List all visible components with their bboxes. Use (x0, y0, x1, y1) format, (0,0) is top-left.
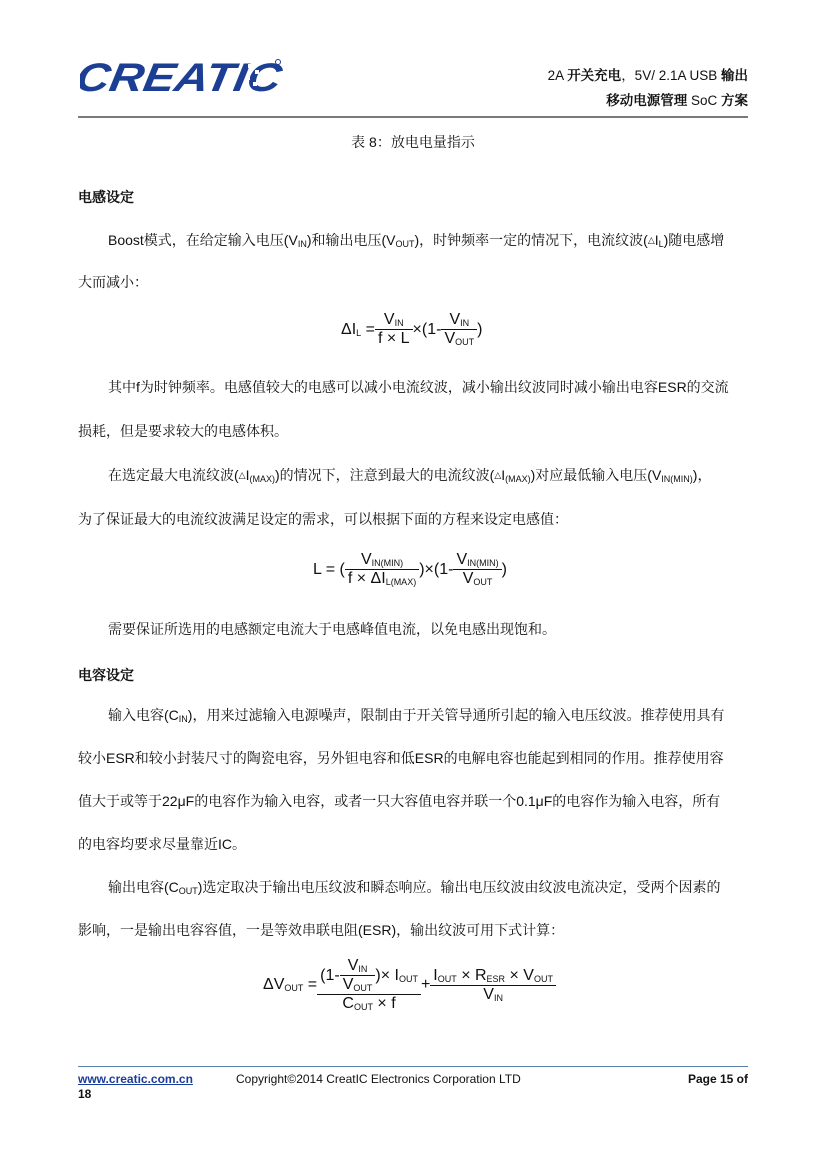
header-text: ，5V/ 2.1A USB (621, 68, 721, 83)
math-text: V (342, 976, 354, 993)
section-title-inductor: 电感设定 (78, 189, 134, 205)
subscript: IN (178, 714, 188, 724)
subscript: L (356, 327, 362, 338)
inductor-paragraph-1-line-1 (78, 233, 778, 247)
inductor-paragraph-4: 需要保证所选用的电感额定电流大于电感峰值电流，以免电感出现饱和。 (108, 621, 556, 637)
text: I (501, 467, 506, 483)
delta-symbol: △ (647, 235, 655, 245)
math-text: (1- (320, 966, 340, 984)
subscript: IN (358, 964, 368, 974)
math-text: V (456, 551, 468, 568)
subscript: OUT (473, 577, 493, 587)
logo-text: CREATIC (80, 56, 255, 98)
subscript: L(MAX) (385, 577, 417, 587)
fraction (453, 551, 501, 588)
math-text: )× I (375, 966, 399, 984)
math-text: = (303, 976, 318, 993)
math-text: V (449, 311, 461, 328)
capacitor-paragraph-2-line-2: 影响，一是输出电容容值，一是等效串联电阻(ESR)，输出纹波可用下式计算： (78, 922, 565, 938)
formula-inductance (313, 551, 507, 588)
subscript: OUT (437, 973, 457, 984)
capacitor-paragraph-1-line-2: 较小ESR和较小封装尺寸的陶瓷电容，另外钽电容和低ESR的电解电容也能起到相同的作用。推荐使用容 (78, 750, 724, 766)
fraction (441, 311, 477, 348)
fraction (375, 311, 413, 348)
math-text: L = ( (313, 560, 345, 578)
math-text: × R (456, 966, 487, 984)
subscript: OUT (395, 239, 415, 249)
text: )，时钟频率一定的情况下，电流纹波( (414, 232, 648, 248)
subscript: IN (493, 992, 503, 1003)
subscript: IN (460, 318, 470, 328)
subscript: (MAX) (505, 474, 531, 484)
subscript: OUT (353, 1002, 373, 1012)
math-text: V (383, 311, 395, 328)
math-text: × f (372, 995, 396, 1012)
subscript: IN(MIN) (371, 558, 404, 568)
capacitor-paragraph-1-line-3: 值大于或等于22μF的电容作为输入电容，或者一只大容值电容并联一个0.1μF的电容作为输入电容，所有 (78, 793, 721, 809)
math-text: × V (505, 966, 534, 984)
math-text: f × ΔI (347, 570, 386, 587)
math-text: ) (477, 320, 483, 338)
math-text: V (444, 330, 456, 347)
capacitor-paragraph-1-line-4: 的电容均要求尽量靠近IC。 (78, 836, 246, 852)
page-number-label: Page 15 of (687, 1072, 748, 1086)
header-text-bold: 开关充电 (567, 68, 622, 83)
text: )和输出电压(V (306, 232, 396, 248)
capacitor-paragraph-1-line-1 (78, 708, 778, 722)
math-text: V (347, 957, 359, 974)
text: I (654, 232, 659, 248)
section-title-capacitor: 电容设定 (78, 667, 134, 683)
math-text: = (361, 320, 375, 338)
subscript: OUT (353, 983, 373, 993)
subscript: (MAX) (249, 474, 275, 484)
fraction (317, 957, 421, 1013)
math-text: I (433, 966, 438, 984)
text: )，用来过滤输入电源噪声，限制由于开关管导通所引起的输入电压纹波。推荐使用具有 (187, 707, 725, 723)
logo-graphic (80, 56, 290, 98)
header-text: SoC (687, 93, 721, 108)
subscript: OUT (178, 886, 198, 896)
page-total: 18 (78, 1087, 92, 1101)
subscript: L (658, 239, 664, 249)
math-text: C (342, 995, 354, 1012)
subscript: IN(MIN) (467, 558, 499, 568)
fraction (345, 551, 419, 588)
delta-symbol: △ (494, 470, 502, 480)
subscript: IN (297, 239, 307, 249)
subscript: IN(MIN) (661, 474, 693, 484)
table-caption: 表 8：放电电量指示 (351, 134, 475, 150)
header-text: 2A (547, 68, 568, 83)
inductor-paragraph-3-line-2: 为了保证最大的电流纹波满足设定的需求，可以根据下面的方程来设定电感值： (78, 511, 568, 527)
formula-delta-il (341, 311, 482, 348)
math-text: V (462, 570, 474, 587)
math-text: ΔV (263, 976, 285, 993)
subscript: ESR (486, 973, 506, 984)
formula-delta-vout (263, 957, 556, 1013)
text: I (245, 467, 250, 483)
delta-symbol: △ (238, 470, 246, 480)
header-title-line2 (606, 89, 748, 109)
text: )的情况下，注意到最大的电流纹波( (274, 467, 495, 483)
inductor-paragraph-1-line-2: 大而减小： (78, 274, 148, 290)
text: )对应最低输入电压(V (530, 467, 662, 483)
subscript: OUT (284, 983, 304, 993)
subscript: OUT (533, 973, 553, 984)
math-text: ) (501, 560, 507, 578)
fraction (430, 967, 556, 1004)
copyright-text: Copyright©2014 CreatIC Electronics Corporation LTD (236, 1072, 521, 1086)
capacitor-paragraph-2-line-1 (78, 880, 778, 894)
inductor-paragraph-3-line-1 (78, 468, 778, 482)
subscript: OUT (398, 973, 418, 984)
text: 输入电容(C (108, 707, 179, 723)
text: 在选定最大电流纹波( (108, 467, 239, 483)
subscript: IN (394, 318, 404, 328)
website-link[interactable]: www.creatic.com.cn (78, 1072, 193, 1086)
text: )， (692, 467, 712, 483)
math-text: f × L (377, 330, 410, 347)
header-title-line1 (548, 64, 748, 84)
math-text: ΔI (341, 320, 357, 338)
header-text-bold: 移动电源管理 (606, 93, 688, 108)
inductor-paragraph-2-line-2: 损耗，但是要求较大的电感体积。 (78, 423, 288, 439)
math-text: )×(1- (419, 560, 454, 578)
math-text: + (420, 976, 431, 993)
text: )选定取决于输出电压纹波和瞬态响应。输出电压纹波由纹波电流决定，受两个因素的 (197, 879, 721, 895)
text: )随电感增 (663, 232, 725, 248)
text: Boost模式，在给定输入电压(V (108, 232, 298, 248)
inductor-paragraph-2-line-1: 其中f为时钟频率。电感值较大的电感可以减小电流纹波，减小输出纹波同时减小输出电容ESR的交流 (108, 379, 729, 395)
math-text: V (483, 985, 494, 1003)
math-text: ×(1- (412, 320, 442, 338)
subscript: OUT (455, 337, 475, 347)
header-text-bold: 方案 (721, 93, 748, 108)
footer-divider (78, 1066, 748, 1067)
creatic-logo (80, 56, 290, 98)
text: 输出电容(C (108, 879, 179, 895)
header-text-bold: 输出 (721, 68, 748, 83)
math-text: V (360, 551, 372, 568)
header-divider (78, 116, 748, 118)
inner-fraction (340, 957, 376, 994)
